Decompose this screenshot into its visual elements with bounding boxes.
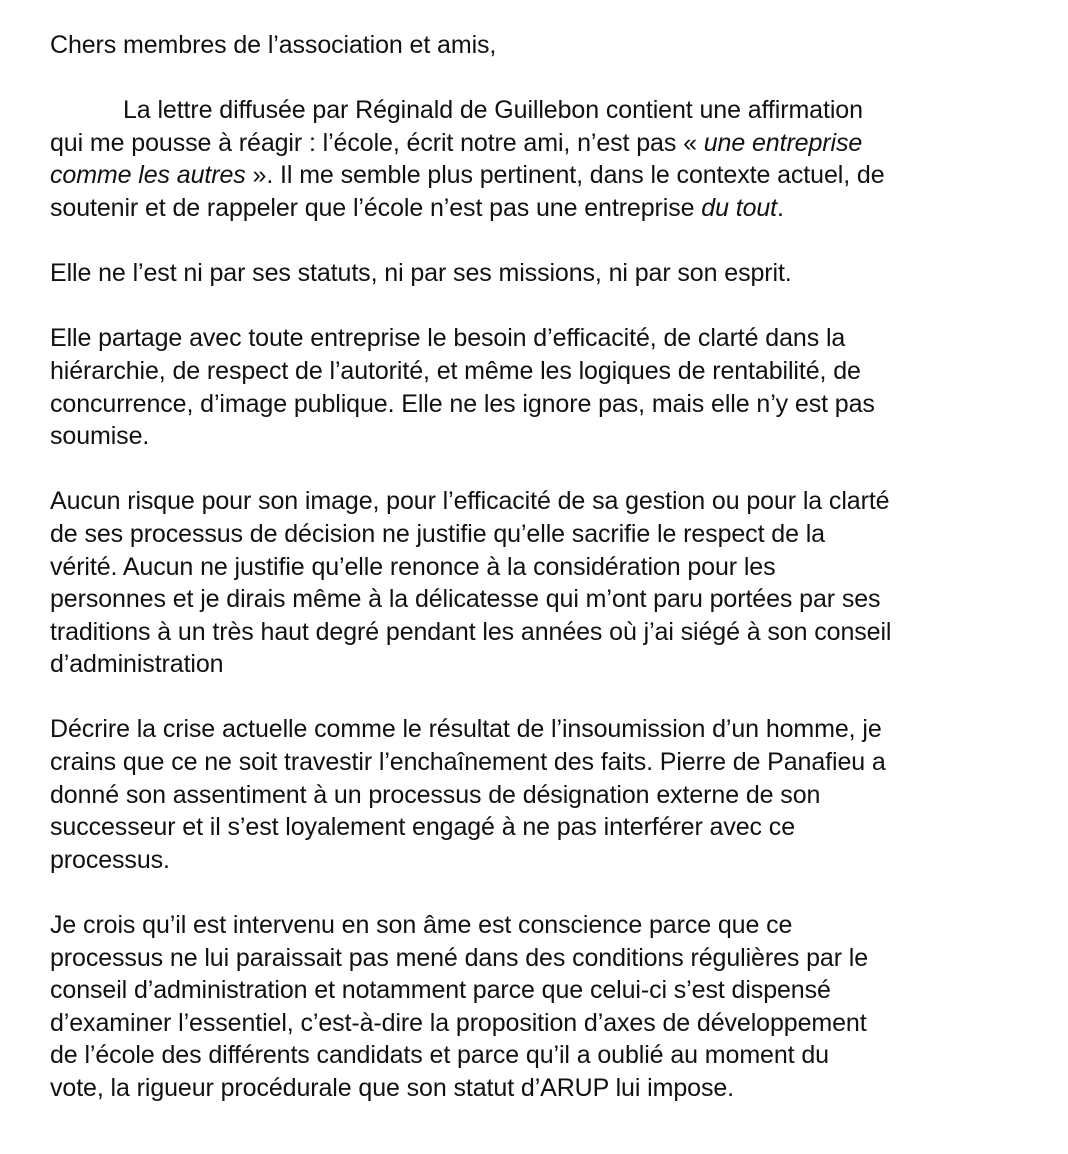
paragraph-3-line-4: soumise. [50, 422, 150, 451]
paragraph-1-line-1: La lettre diffusée par Réginald de Guillebon contient une affirmation [123, 96, 863, 125]
paragraph-1-line-3 [50, 159, 1050, 192]
paragraph-1-line-2-text: qui me pousse à réagir : l’école, écrit notre ami, n’est pas « [50, 128, 704, 157]
paragraph-5-line-5: processus. [50, 845, 170, 874]
paragraph-1-line-3-text: ». Il me semble plus pertinent, dans le contexte actuel, de [245, 161, 885, 190]
paragraph-1-line-2 [50, 127, 1050, 160]
paragraph-4-line-6: d’administration [50, 650, 224, 679]
paragraph-2 [50, 257, 1050, 290]
paragraph-4-line-4: personnes et je dirais même à la délicatesse qui m’ont paru portées par ses [50, 585, 881, 614]
paragraph-1-line-4-end: . [777, 193, 784, 222]
paragraph-4-line-5: traditions à un très haut degré pendant les années où j’ai siégé à son conseil [50, 617, 892, 646]
paragraph-1 [50, 94, 1050, 224]
paragraph-3 [50, 322, 1050, 452]
paragraph-3-line-1: Elle partage avec toute entreprise le besoin d’efficacité, de clarté dans la [50, 324, 846, 353]
paragraph-3-line-2: hiérarchie, de respect de l’autorité, et même les logiques de rentabilité, de [50, 356, 861, 385]
paragraph-4-line-3: vérité. Aucun ne justifie qu’elle renonce à la considération pour les [50, 552, 776, 581]
paragraph-4-line-2: de ses processus de décision ne justifie qu’elle sacrifie le respect de la [50, 519, 825, 548]
paragraph-4-line-1: Aucun risque pour son image, pour l’efficacité de sa gestion ou pour la clarté [50, 487, 890, 516]
paragraph-5-line-1: Décrire la crise actuelle comme le résultat de l’insoumission d’un homme, je [50, 715, 882, 744]
paragraph-6-line-4: d’examiner l’essentiel, c’est-à-dire la proposition d’axes de développement [50, 1008, 867, 1037]
paragraph-1-line-2-italic: une entreprise [703, 128, 863, 157]
paragraph-2-line-1: Elle ne l’est ni par ses statuts, ni par ses missions, ni par son esprit. [50, 259, 792, 288]
paragraph-4 [50, 485, 1050, 681]
paragraph-5-line-3: donné son assentiment à un processus de désignation externe de son [50, 780, 821, 809]
salutation-line: Chers membres de l’association et amis, [50, 31, 497, 59]
paragraph-6 [50, 909, 1050, 1105]
salutation [50, 29, 1050, 62]
paragraph-3-line-3: concurrence, d’image publique. Elle ne les ignore pas, mais elle n’y est pas [50, 389, 875, 418]
paragraph-1-line-4 [50, 192, 1050, 225]
letter-document [50, 29, 1050, 1105]
paragraph-6-line-2: processus ne lui paraissait pas mené dans des conditions régulières par le [50, 943, 869, 972]
paragraph-1-line-3-italic: comme les autres [50, 161, 246, 190]
paragraph-5-line-2: crains que ce ne soit travestir l’enchaînement des faits. Pierre de Panafieu a [50, 748, 886, 777]
paragraph-6-line-5: de l’école des différents candidats et parce qu’il a oublié au moment du [50, 1041, 829, 1070]
paragraph-6-line-3: conseil d’administration et notamment parce que celui-ci s’est dispensé [50, 976, 831, 1005]
paragraph-1-line-4-italic: du tout [701, 193, 778, 222]
paragraph-6-line-1: Je crois qu’il est intervenu en son âme est conscience parce que ce [50, 911, 793, 940]
paragraph-5 [50, 713, 1050, 876]
paragraph-1-line-4-text: soutenir et de rappeler que l’école n’est pas une entreprise [50, 193, 702, 222]
paragraph-5-line-4: successeur et il s’est loyalement engagé à ne pas interférer avec ce [50, 813, 795, 842]
paragraph-6-line-6: vote, la rigueur procédurale que son statut d’ARUP lui impose. [50, 1074, 734, 1102]
